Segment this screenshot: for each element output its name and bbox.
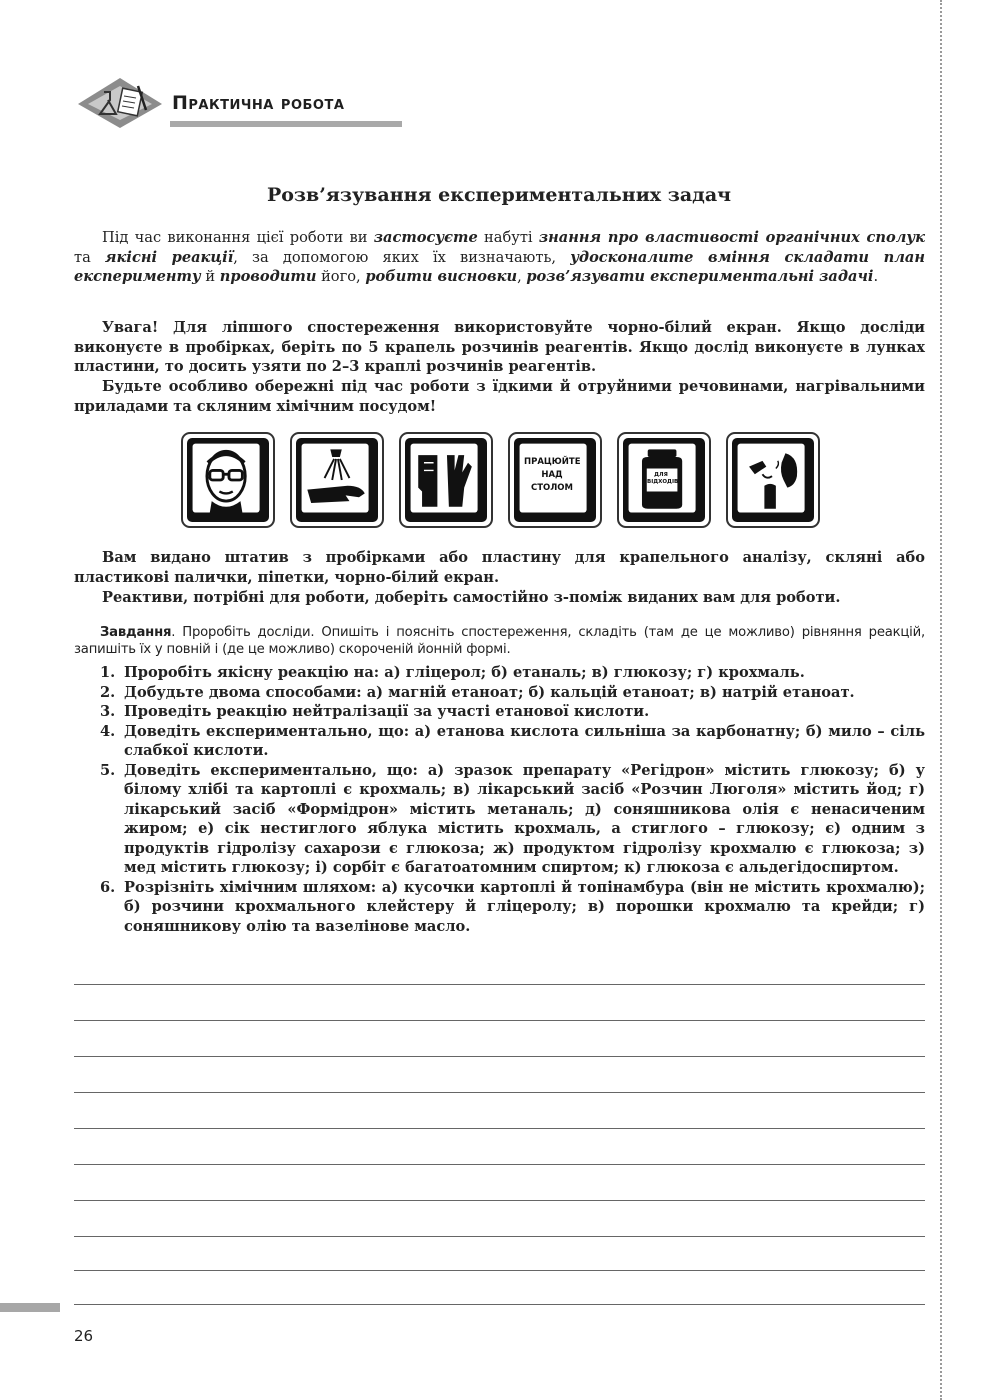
page-title: Розв’язування експериментальних задач — [266, 184, 732, 206]
safety-signs-row — [181, 432, 821, 530]
caution-paragraph: Будьте особливо обережні під час роботи з їдкими й отруйними речовинами, нагрівальними приладами та скляним хімічним посудом! — [74, 378, 925, 415]
intro-paragraph: Під час виконання цієї роботи ви застосуєте набуті знання про властивості органічних сполук та якісні реакції, за допомогою яких їх визначають, удосконалите вміння складати план експерименту й проводити його, робити висновки, розв’язувати експериментальні задачі. — [74, 229, 925, 286]
answer-line[interactable] — [74, 1092, 925, 1093]
gloves-icon — [399, 432, 493, 528]
smell-safely-icon — [726, 432, 820, 528]
wash-hands-icon — [290, 432, 384, 528]
answer-line[interactable] — [74, 1236, 925, 1237]
reagents-paragraph: Реактиви, потрібні для роботи, доберіть самостійно з-поміж виданих вам для роботи. — [102, 589, 841, 606]
answer-line[interactable] — [74, 984, 925, 985]
equipment-paragraph: Вам видано штатив з пробірками або пластину для крапельного аналізу, скляні або пластикові палички, піпетки, чорно-білий екран. — [74, 549, 925, 586]
answer-line[interactable] — [74, 1200, 925, 1201]
list-item: 5. Доведіть експериментально, що: а) зразок препарату «Регідрон» містить глюкозу; б) у білому хлібі та картоплі є крохмаль; в) лікарський засіб «Розчин Люголя» містить йод; г) лікарський засіб «Формідрон» містить метаналь; д) соняшникова олія є ненасиченим жиром; е) сік нестиглого яблука містить крохмаль, а стиглого – глюкозу; є) одним з продуктів гідролізу сахарози є глюкоза; ж) продуктом гідролізу крохмалю є глюкоза; з) мед містить глюкозу; і) сорбіт є багатоатомним спиртом; к) глюкоза є альдегідоспиртом. — [100, 761, 925, 876]
lab-logo-icon — [74, 74, 166, 130]
answer-line[interactable] — [74, 1056, 925, 1057]
answer-line[interactable] — [74, 1270, 925, 1271]
section-header — [74, 70, 404, 134]
waste-jar-label: ДЛЯ ВІДХОДІВ — [647, 472, 679, 485]
answer-line[interactable] — [74, 1304, 925, 1305]
list-item: 2. Добудьте двома способами: а) магній етаноат; б) кальцій етаноат; в) натрій етаноат. — [100, 683, 855, 701]
list-item: 6. Розрізніть хімічним шляхом: а) кусочки картоплі й топінамбура (він не містить крохмалю); б) розчини крохмального клейстеру й гліцеролу; в) порошки крохмалю та крейди; г) соняшникову олію та вазелінове масло. — [100, 878, 925, 935]
warning-paragraph: Увага! Для ліпшого спостереження використовуйте чорно-білий екран. Якщо досліди виконуєте в пробірках, беріть по 5 крапель розчинів реагентів. Якщо дослід виконуєте в лунках пластини, то досить узяти по 2–3 краплі розчинів реагентів. — [74, 319, 925, 376]
task-label: Завдання — [100, 625, 172, 640]
page-number: 26 — [74, 1327, 94, 1345]
list-item: 3. Проведіть реакцію нейтралізації за участі етанової кислоти. — [100, 703, 650, 720]
list-item: 1. Проробіть якісну реакцію на: а) гліцерол; б) етаналь; в) глюкозу; г) крохмаль. — [100, 664, 805, 681]
answer-line[interactable] — [74, 1128, 925, 1129]
work-over-table-label: ПРАЦЮЙТЕ НАД СТОЛОМ — [524, 457, 581, 493]
header-underline-bar — [170, 121, 402, 127]
task-list — [74, 663, 925, 936]
list-item: 4. Доведіть експериментально, що: а) етанова кислота сильніша за карбонатну; б) мило – сіль слабкої кислоти. — [100, 722, 925, 759]
waste-jar-icon — [617, 432, 711, 528]
answer-line[interactable] — [74, 1020, 925, 1021]
safety-goggles-icon — [181, 432, 275, 528]
section-label: Практична робота — [172, 92, 345, 114]
answer-line[interactable] — [74, 1164, 925, 1165]
page-edge-dotted-line — [940, 0, 942, 1400]
task-intro: Завдання. Проробіть досліди. Опишіть і поясніть спостереження, складіть (там де це можливо) рівняння реакцій, запишіть їх у повній і (де це можливо) скороченій йонній формі. — [74, 625, 925, 657]
work-over-table-sign — [508, 432, 602, 528]
page-tab-marker — [0, 1303, 60, 1312]
